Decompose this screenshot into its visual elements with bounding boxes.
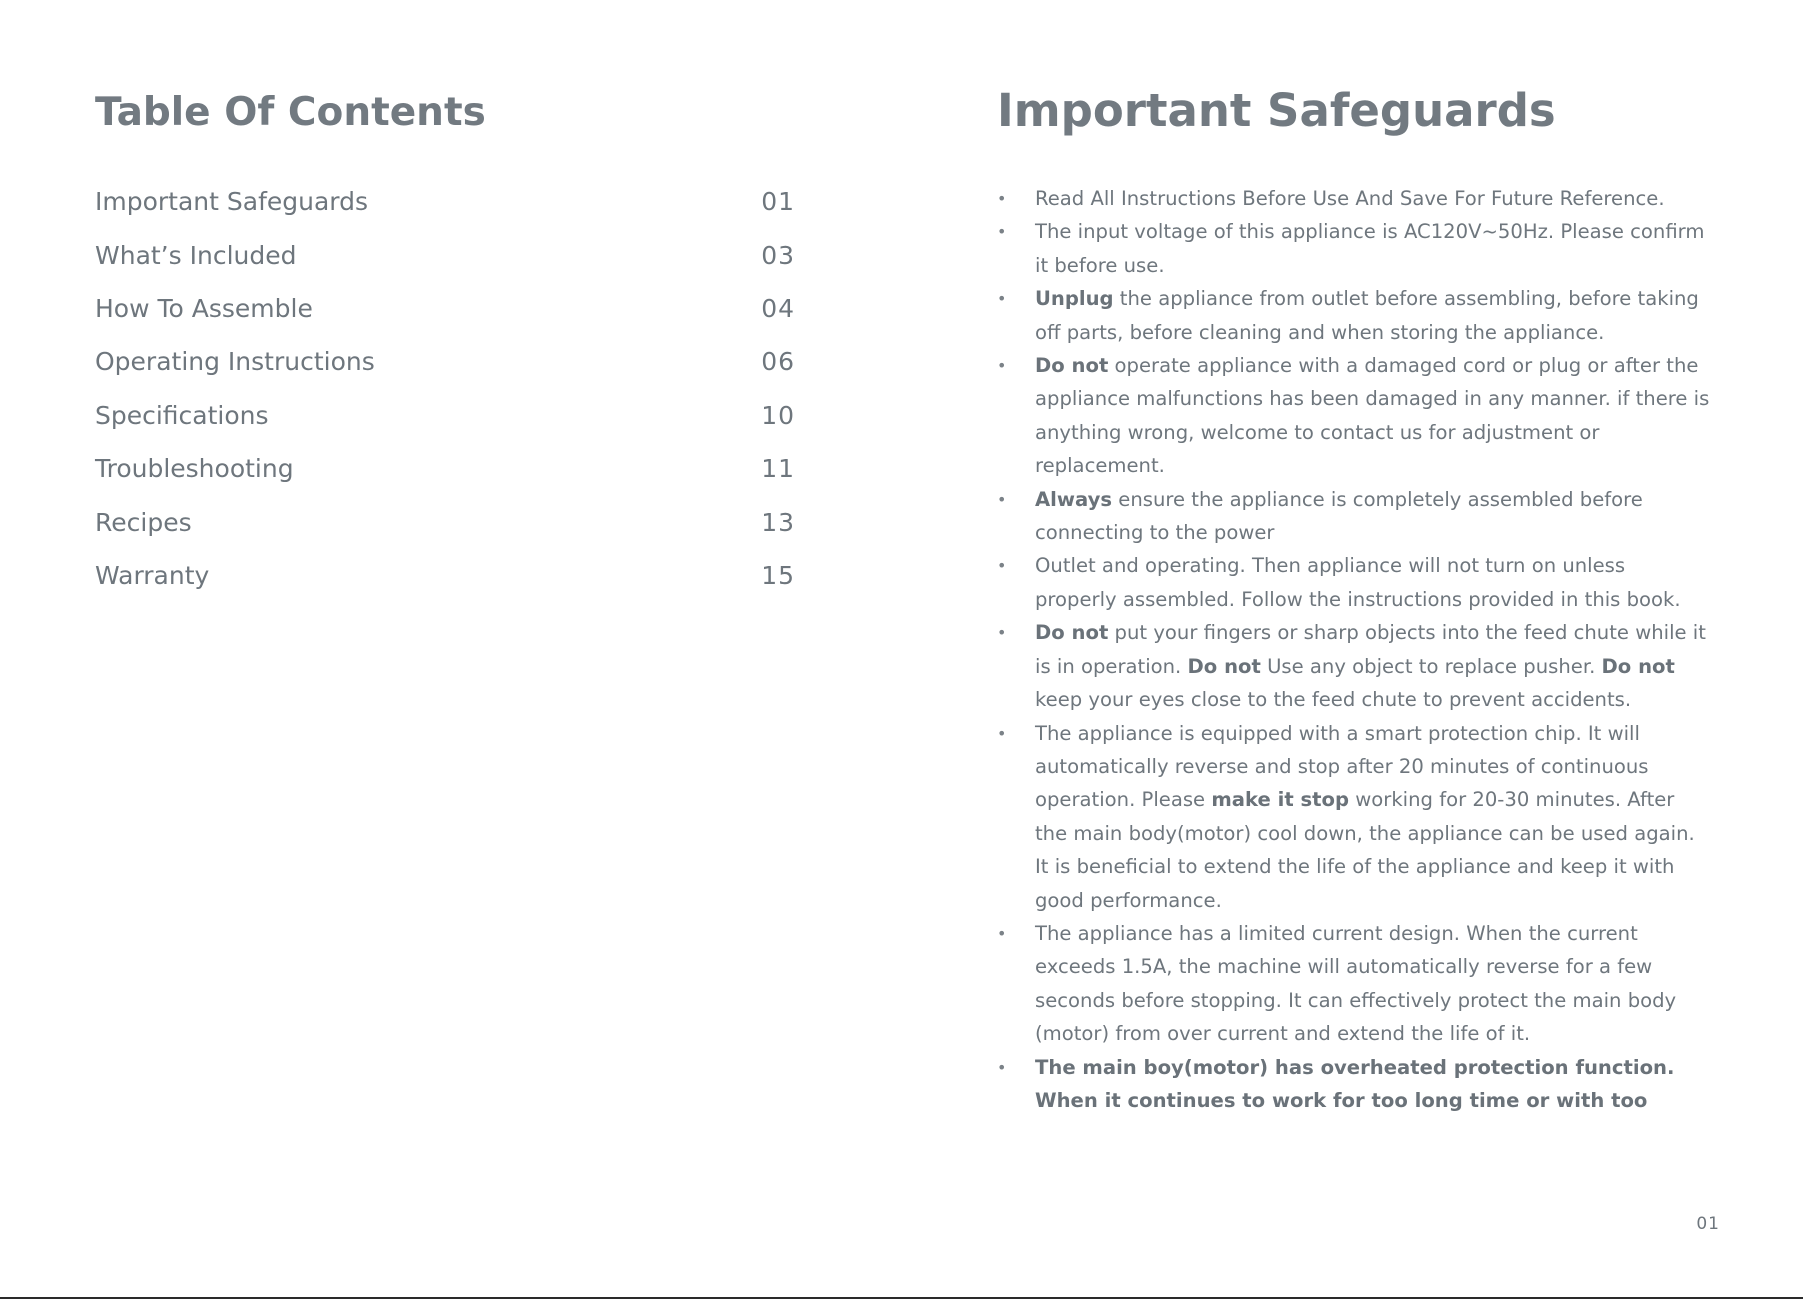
- important-safeguards-section: [997, 78, 1712, 1112]
- safeguard-item: [997, 483, 1712, 550]
- bullet-icon: •: [997, 289, 1007, 309]
- safeguard-text-segment: the appliance from outlet before assembling, before taking off parts, before cleaning and when storing the appliance.: [1035, 287, 1699, 344]
- bullet-icon: •: [997, 489, 1007, 509]
- safeguard-emphasis: The main boy(motor) has overheated protection function. When it continues to work for too long time or with too: [1035, 1055, 1675, 1112]
- safeguard-item: [997, 549, 1712, 616]
- bullet-icon: •: [997, 723, 1007, 743]
- bullet-icon: •: [997, 556, 1007, 576]
- toc-entry: [95, 282, 795, 335]
- toc-entry-page: 01: [761, 187, 795, 217]
- safeguard-text: [1035, 554, 1681, 610]
- safeguard-item: [997, 717, 1712, 917]
- safeguard-emphasis: Always: [1035, 487, 1113, 511]
- safeguard-text: [1035, 722, 1695, 912]
- safeguard-text-segment: The appliance has a limited current design. When the current exceeds 1.5A, the machine will automatically reverse for a few seconds before stopping. It can effectively protect the main body (motor) from over current and extend the life of it.: [1035, 921, 1677, 1046]
- bullet-icon: •: [997, 356, 1007, 376]
- safeguard-text-segment: The appliance is equipped with a smart protection chip. It will automatically reverse and stop after 20 minutes of continuous operation. Please: [1035, 721, 1649, 812]
- toc-entry-page: 11: [761, 454, 795, 484]
- toc-entry-page: 04: [761, 293, 795, 323]
- bullet-icon: •: [997, 623, 1007, 643]
- toc-entry-label: Recipes: [95, 507, 192, 537]
- safeguard-text: [1035, 488, 1643, 544]
- safeguard-emphasis: Do not: [1187, 654, 1261, 678]
- table-of-contents: [95, 82, 795, 590]
- toc-entry-label: Warranty: [95, 560, 210, 590]
- safeguard-text-segment: The input voltage of this appliance is AC120V~50Hz. Please confirm it before use.: [1035, 220, 1705, 277]
- toc-list: [95, 175, 795, 602]
- toc-entry-page: 06: [761, 347, 795, 377]
- bullet-icon: •: [997, 222, 1007, 242]
- page-number: 01: [1696, 1214, 1720, 1234]
- safeguard-text-segment: Use any object to replace pusher.: [1260, 654, 1602, 678]
- safeguard-text-segment: working for 20-30 minutes. After the main body(motor) cool down, the appliance can be used again. It is beneficial to extend the life of the appliance and keep it with good performance.: [1035, 788, 1695, 912]
- toc-entry-label: Important Safeguards: [95, 187, 369, 217]
- safeguard-text: [1035, 621, 1706, 711]
- safeguard-item: [997, 182, 1712, 215]
- toc-entry-label: Specifications: [95, 400, 269, 430]
- safeguard-text-segment: put your fingers or sharp objects into the feed chute while it is in operation.: [1035, 621, 1706, 678]
- safeguard-item: [997, 215, 1712, 282]
- safeguard-item: [997, 917, 1712, 1051]
- safeguard-text-segment: keep your eyes close to the feed chute to prevent accidents.: [1035, 688, 1632, 712]
- safeguard-emphasis: Do not: [1035, 621, 1109, 645]
- safeguard-emphasis: Unplug: [1035, 287, 1114, 311]
- safeguard-text: [1035, 287, 1699, 343]
- bullet-icon: •: [997, 1057, 1007, 1077]
- toc-entry: [95, 389, 795, 442]
- toc-entry-page: 03: [761, 240, 795, 270]
- toc-entry: [95, 175, 795, 228]
- safeguard-text: [1035, 220, 1704, 276]
- toc-entry-label: How To Assemble: [95, 293, 313, 323]
- safeguards-list: [997, 182, 1712, 1117]
- toc-entry: [95, 495, 795, 548]
- bullet-icon: •: [997, 923, 1007, 943]
- safeguard-emphasis: Do not: [1601, 654, 1675, 678]
- safeguard-text-segment: operate appliance with a damaged cord or plug or after the appliance malfunctions has been damaged in any manner. if there is anything wrong, welcome to contact us for adjustment or replacement.: [1035, 354, 1710, 478]
- toc-entry: [95, 549, 795, 602]
- bullet-icon: •: [997, 189, 1007, 208]
- safeguard-text-segment: Outlet and operating. Then appliance will not turn on unless properly assembled. Follow the instructions provided in this book.: [1035, 554, 1681, 611]
- toc-entry-label: Operating Instructions: [95, 347, 375, 377]
- safeguard-item: [997, 616, 1712, 716]
- safeguard-emphasis: Do not: [1035, 354, 1109, 378]
- toc-entry: [95, 442, 795, 495]
- toc-entry-page: 15: [761, 560, 795, 590]
- safeguard-item: [997, 282, 1712, 349]
- toc-entry-label: Troubleshooting: [95, 454, 294, 484]
- safeguard-text: [1035, 187, 1665, 210]
- safeguard-text-segment: ensure the appliance is completely assembled before connecting to the power: [1035, 487, 1643, 545]
- safeguard-text: [1035, 354, 1709, 477]
- toc-entry-label: What’s Included: [95, 240, 297, 270]
- safeguard-emphasis: make it stop: [1211, 788, 1350, 812]
- safeguard-text: [1035, 922, 1676, 1045]
- toc-entry-page: 13: [761, 507, 795, 537]
- toc-entry: [95, 335, 795, 388]
- safeguard-text: [1035, 1056, 1674, 1112]
- toc-title: Table Of Contents: [95, 90, 486, 135]
- safeguard-text-segment: Read All Instructions Before Use And Save For Future Reference.: [1035, 187, 1665, 210]
- safeguard-item: [997, 1051, 1712, 1118]
- safeguard-item: [997, 349, 1712, 483]
- toc-entry-page: 10: [761, 400, 795, 430]
- toc-entry: [95, 228, 795, 281]
- safeguards-title: Important Safeguards: [997, 84, 1556, 137]
